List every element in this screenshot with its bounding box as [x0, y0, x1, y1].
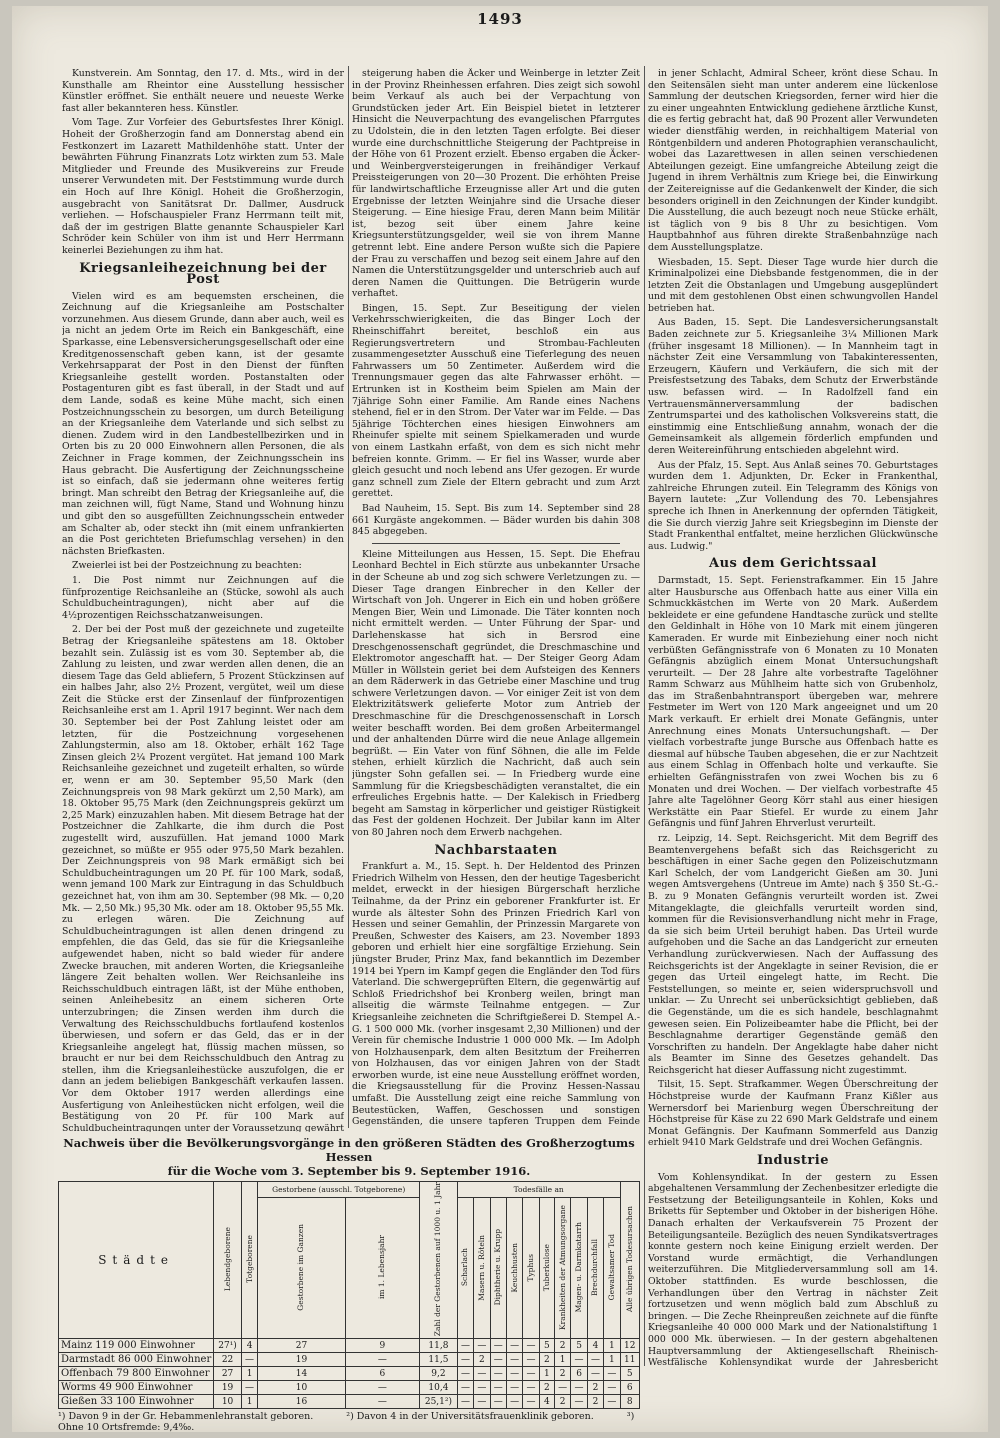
value-cell: 6 — [620, 1381, 639, 1395]
article-vom-tage: Vom Tage. Zur Vorfeier des Geburtsfestes Ihrer Königl. Hoheit der Großherzogin fand am Donnerstag abend ein Festkonzert im Lazarett Mathildenhöhe statt. Unter der bewährten Führung Finanzrats Lotz wirkten zum 53. Male Mitglieder und Freunde des Musikvereins zur Freude unserer Verwundeten mit. Der Feststimmung wurde durch ein Hoch auf Ihre Königl. Hoheit die Großherzogin, ausgebracht von Sanitätsrat Dr. Dallmer, Ausdruck verliehen. — Hofschauspieler Franz Herrmann teilt mit, daß der im gestrigen Blatte genannte Schauspieler Karl Schröder kein Schüler von ihm ist und Herr Herrmann keinerlei Beziehungen zu ihm hat. — [62, 117, 344, 256]
value-cell: — — [490, 1381, 506, 1395]
paragraph: in jener Schlacht, Admiral Scheer, krönt diese Schau. In den Seitensälen sieht man unter anderem eine lückenlose Sammlung der deutschen Kriegsorden, ferner wird hier die zu einer ungeahnten Entwicklung gediehene ärztliche Kunst, die es fertig gebracht hat, daß 90 Prozent aller Verwundeten wieder dienstfähig werden, in reichhaltigem Material von Röntgenbildern und anderen Photographien veranschaulicht, wobei das Lazarettwesen in allen seinen verschiedenen Abteilungen gezeigt. Eine umfangreiche Abteilung zeigt die Jugend in ihrem Verhältnis zum Kriege bei, die Einwirkung der Zeitereignisse auf die Gedankenwelt der Kinder, die sich besonders originell in den Zeichnungen der Kinder kundgibt. Die Ausstellung, die auch bezeugt noch neue Stücke erhält, ist täglich von 9 bis 8 Uhr zu besichtigen. Vom Hauptbahnhof aus führen direkte Straßenbahnzüge nach dem Ausstellungsplatze. — [648, 68, 938, 253]
value-cell: — — [490, 1395, 506, 1409]
value-cell: — — [490, 1367, 506, 1381]
value-cell: — — [457, 1339, 473, 1353]
value-cell: — — [345, 1395, 419, 1409]
value-cell: — — [523, 1381, 539, 1395]
value-cell: — — [474, 1381, 490, 1395]
column-header: Tuberkulose — [539, 1198, 554, 1339]
column-header: Lebendgeborene — [214, 1182, 242, 1339]
column-header: im 1. Lebensjahr — [345, 1198, 419, 1339]
paragraph: Zweierlei ist bei der Postzeichnung zu beachten: — [72, 560, 302, 572]
value-cell: 27 — [214, 1367, 242, 1381]
value-cell: — — [506, 1381, 522, 1395]
headline-gerichtssaal: Aus dem Gerichtssaal — [709, 556, 877, 572]
value-cell: — — [587, 1353, 603, 1367]
value-cell: — — [523, 1339, 539, 1353]
value-cell: 14 — [258, 1367, 345, 1381]
value-cell: 2 — [587, 1381, 603, 1395]
value-cell: 4 — [241, 1339, 257, 1353]
value-cell: 1 — [554, 1353, 570, 1367]
value-cell: — — [474, 1339, 490, 1353]
value-cell: 2 — [539, 1353, 554, 1367]
newspaper-page — [12, 6, 988, 1432]
value-cell: 19 — [214, 1381, 242, 1395]
article-kunstverein: Kunstverein. Am Sonntag, den 17. d. Mts., wird in der Kunsthalle am Rheintor eine Ausstellung hessischer Künstler eröffnet. Sie enthält neuere und neueste Werke fast aller bekannteren hess. Künstler. — [62, 68, 344, 114]
table-subtitle: für die Woche vom 3. September bis 9. September 1916. — [167, 1164, 531, 1178]
headline-industrie: Industrie — [757, 1153, 829, 1169]
value-cell: 27 — [258, 1339, 345, 1353]
value-cell: — — [571, 1381, 587, 1395]
column-rule — [644, 66, 645, 1366]
column-header: Typhus — [523, 1198, 539, 1339]
divider — [372, 543, 620, 544]
value-cell: 10 — [258, 1381, 345, 1395]
value-cell: — — [457, 1367, 473, 1381]
article-kleine-mitteilungen: Kleine Mitteilungen aus Hessen, 15. Sept. Die Ehefrau Leonhard Bechtel in Eich stürzte aus unbekannter Ursache in der Scheune ab und zog sich schwere Verletzungen zu. — Dieser Tage drangen Einbrecher in den Keller der Wirtschaft von Joh. Ungerer in Eich ein und hoben größere Mengen Bier, Wein und Limonade. Die Täter konnten noch nicht ermittelt werden. — Unter Führung der Spar- und Darlehenskasse hat sich in Bersrod eine Dreschgenossenschaft gegründet, die Dreschmaschine und Elektromotor angeschafft hat. — Der Steiger Georg Adam Müller in Wöllstein geriet bei dem Aufsteigen des Kenners an dem Räderwerk in das Getriebe einer Maschine und trug schwere Verletzungen davon. — Vor einiger Zeit ist von dem Elektrizitätswerk gelieferte Motor zum Antrieb der Dreschmaschine für die Dreschgenossenschaft in Lorsch weiter beschafft worden. Bei dem großen Arbeitermangel und der anhaltenden Dürre wird die neue Anlage allgemein begrüßt. — Ein Vater von fünf Söhnen, die alle im Felde stehen, erhielt kürzlich die Nachricht, daß auch sein jüngster Sohn gefallen sei. — In Friedberg wurde eine Sammlung für die Kriegsbeschädigten veranstaltet, die ein erfreuliches Ergebnis hatte. — Der Kalekisch in Friedberg begeht am Samstag in körperlicher und geistiger Rüstigkeit das Fest der goldenen Hochzeit. Der Jubilar kann im Alter von 80 Jahren noch dem Erwerb nachgehen. — [352, 548, 640, 838]
value-cell: 2 — [554, 1395, 570, 1409]
value-cell: 2 — [587, 1395, 603, 1409]
article-frankfurt: Frankfurt a. M., 15. Sept. h. Der Heldentod des Prinzen Friedrich Wilhelm von Hessen, den der heutige Tagesbericht meldet, erweckt in der hiesigen Bürgerschaft herzliche Teilnahme, da der Prinz ein geborener Frankfurter ist. Er wurde als ältester Sohn des Prinzen Friedrich Karl von Hessen und seiner Gemahlin, der Prinzessin Margarete von Preußen, Schwester des Kaisers, am 23. November 1893 geboren und erhielt hier eine sorgfältige Erziehung. Sein jüngster Bruder, Prinz Max, fand bekanntlich im Dezember 1914 bei Ypern im Kampf gegen die Engländer den Tod fürs Vaterland. Die schwergeprüften Eltern, die gegenwärtig auf Schloß Friedrichshof bei Kronberg weilen, bringt man allseitig die wärmste Teilnahme entgegen. — Zur Kriegsanleihe zeichneten die Schriftgießerei D. Stempel A.-G. 1 500 000 Mk. (vorher insgesamt 2,30 Millionen) und der Verein für chemische Industrie 1 000 000 Mk. — Im Adolph von Holzhausenpark, dem alten Besitztum der Freiherren von Holzhausen, das vor einigen Jahren von der Stadt erworben wurde, ist eine neue Ausstellung eröffnet worden, die Kriegsausstellung für die Provinz Hessen-Nassau umfaßt. Die Ausstellung zeigt eine reiche Sammlung von Beutestücken, Waffen, Geschossen und sonstigen Gegenständen, die unsere tapferen Truppen dem Feinde — [352, 861, 640, 1128]
value-cell: — — [523, 1395, 539, 1409]
value-cell: 8 — [620, 1395, 639, 1409]
value-cell: — — [506, 1367, 522, 1381]
value-cell: — — [587, 1367, 603, 1381]
column-1 — [62, 68, 344, 1132]
column-header: Gewaltsamer Tod — [604, 1198, 620, 1339]
value-cell: — — [457, 1395, 473, 1409]
group-header-todesfaelle: Todesfälle an — [457, 1182, 620, 1198]
table-row — [59, 1339, 640, 1353]
article-bingen: Bingen, 15. Sept. Zur Beseitigung der vielen Verkehrsschwierigkeiten, die das Binger Loch der Rheinschiffahrt bereitet, beschloß ein aus Regierungsvertretern und Strombau-Fachleuten zusammengesetzter Ausschuß eine Tieferlegung des neuen Fahrwassers um 50 Zentimeter. Außerdem wird die Trennungsmauer gegen das alte Fahrwasser erhöht. — Ertrunken ist in Kostheim beim Spielen am Main der 7jährige Sohn einer Familie. Am Rande eines Nachens stehend, fiel er in den Strom. Der Vater war im Felde. — Das 5jährige Töchterchen eines hiesigen Einwohners am Rheinufer spielte mit seinem Spielkameraden und wurde von einem Lastkahn erfaßt, von dem es sich nicht mehr befreien konnte. Grimm. — Er fiel ins Wasser, wurde aber gleich gesucht und noch lebend ans Ufer gezogen. Er wurde ganz schnell zum Ziele der Eltern gebracht und zum Arzt gerettet. — [352, 302, 640, 500]
value-cell: — — [554, 1381, 570, 1395]
article-wiesbaden: Wiesbaden, 15. Sept. Dieser Tage wurde hier durch die Kriminalpolizei eine Diebsbande festgenommen, die in der letzten Zeit die Obstanlagen und Umgebung ausgeplündert und mit dem gestohlenen Obst einen schwungvollen Handel betrieben hat. — [648, 256, 938, 314]
city-cell: Offenbach 79 800 Einwohner — [59, 1367, 214, 1381]
value-cell: — — [457, 1353, 473, 1367]
value-cell: 9,2 — [420, 1367, 458, 1381]
paragraph: steigerung haben die Äcker und Weinberge in letzter Zeit in der Provinz Rheinhessen erfahren. Dies zeigt sich sowohl beim Verkauf als auch bei der Verpachtung von Grundstücken jeder Art. Ein Beispiel bietet in letzterer Hinsicht die Neuverpachtung des evangelischen Pfarrgutes zu Udolstein, die in den letzten Tagen erfolgte. Bei dieser wurde eine durchschnittliche Steigerung der Pachtpreise in der Höhe von 61 Prozent erzielt. Ebenso ergaben die Äcker- und Weinbergversteigerungen in freihändiger Verkauf Preissteigerungen von 20—30 Prozent. Die erhöhten Preise für landwirtschaftliche Erzeugnisse aller Art und die guten Ergebnisse der letzten Weinjahre sind die Ursache dieser Steigerung. — Eine hiesige Frau, deren Mann beim Militär ist, bezog seit über einem Jahre keine Kriegsunterstützungsgelder, weil sie von ihrem Manne getrennt lebt. Eine andere Person wußte sich die Papiere der Frau zu verschaffen und bezog seit einem Jahre auf den Namen die Unterstützungsgelder und unterschrieb auch auf deren Namen die Quittungen. Die Betrügerin wurde verhaftet. — [352, 68, 640, 300]
value-cell: — — [457, 1381, 473, 1395]
value-cell: 11,5 — [420, 1353, 458, 1367]
article-baden: Aus Baden, 15. Sept. Die Landesversicherungsanstalt Baden zeichnete zur 5. Kriegsanleihe 3¼ Millionen Mark (früher insgesamt 18 Millionen). — In Mannheim tagt in nächster Zeit eine Versammlung von Tabakinteressenten, Erzeugern, Käufern und Verkäufern, die sich mit der Preisfestsetzung des Tabaks, dem Schutz der Erwerbstände usw. befassen wird. — In Radolfzell fand ein Vertrauensmännerversammlung der badischen Zentrumspartei und des katholischen Volksvereins statt, die einstimmig eine Entschließung annahm, wonach der die Gemeinsamkeit als allgemein förderlich empfunden und deren Weitereinführung entschieden abgelehnt wird. — [648, 317, 938, 456]
value-cell: 6 — [571, 1367, 587, 1381]
table-row — [59, 1353, 640, 1367]
value-cell: — — [506, 1339, 522, 1353]
value-cell: — — [241, 1381, 257, 1395]
value-cell: 5 — [539, 1339, 554, 1353]
column-header: Diphtherie u. Krupp — [490, 1198, 506, 1339]
value-cell: — — [604, 1381, 620, 1395]
city-cell: Gießen 33 100 Einwohner — [59, 1395, 214, 1409]
paragraph: 1. Die Post nimmt nur Zeichnungen auf die fünfprozentige Reichsanleihe an (Stücke, sowohl als auch Schuldbucheintragungen), nicht aber auf die 4½prozentigen Reichsschatzanweisungen. — [62, 574, 344, 621]
value-cell: 1 — [604, 1339, 620, 1353]
value-cell: — — [604, 1367, 620, 1381]
value-cell: 5 — [620, 1367, 639, 1381]
headline-nachbarstaaten: Nachbarstaaten — [434, 842, 558, 858]
column-header: Masern u. Röteln — [474, 1198, 490, 1339]
value-cell: — — [506, 1395, 522, 1409]
value-cell: 2 — [554, 1339, 570, 1353]
value-cell: 16 — [258, 1395, 345, 1409]
value-cell: 1 — [604, 1353, 620, 1367]
column-header: Zahl der Gestorbenen auf 1000 u. 1 Jahr — [420, 1182, 458, 1339]
table-footnotes — [58, 1411, 640, 1432]
page-number: 1493 — [477, 10, 523, 28]
value-cell: 27¹) — [214, 1339, 242, 1353]
value-cell: — — [474, 1395, 490, 1409]
value-cell: — — [474, 1367, 490, 1381]
value-cell: 6 — [345, 1367, 419, 1381]
value-cell: 4 — [587, 1339, 603, 1353]
column-header: Brechdurchfall — [587, 1198, 603, 1339]
column-header: Gestorbene im Ganzen — [258, 1198, 345, 1339]
value-cell: 22 — [214, 1353, 242, 1367]
article-kohlensyndikat: Vom Kohlensyndikat. In der gestern zu Essen abgehaltenen Versammlung der Zechenbesitzer erledigte die Festsetzung der Beteiligungsanteile in Kohlen, Koks und Briketts für September und Oktober in der bisherigen Höhe. Danach erhalten der Verkaufsverein 75 Prozent der Beteiligungsanteile. Bezüglich des neuen Syndikatsvertrages konnte gestern noch keine Einigung erzielt werden. Der Vorstand wurde ermächtigt, die Verhandlungen weiterzuführen. Die Mitgliederversammlung soll am 14. Oktober stattfinden. Es wurde beschlossen, die Verhandlungen über den Vertrag in nächster Zeit fortzusetzen und wenn möglich bald zum Abschluß zu bringen. — Die Zeche Rheinpreußen zeichnete auf die fünfte Kriegsanleihe 40 000 000 Mark und der Nationalstiftung 1 000 000 Mk. überwiesen. — In der gestern abgehaltenen Hauptversammlung der Aktiengesellschaft Rheinisch-Westfälische Kohlensyndikat wurde der Jahresbericht — [648, 1171, 938, 1368]
value-cell: 10 — [214, 1395, 242, 1409]
column-3 — [648, 68, 938, 1368]
population-table — [58, 1181, 640, 1409]
column-header: Scharlach — [457, 1198, 473, 1339]
value-cell: — — [345, 1381, 419, 1395]
value-cell: 25,1²) — [420, 1395, 458, 1409]
column-rule — [348, 66, 349, 1128]
article-tilsit: Tilsit, 15. Sept. Strafkammer. Wegen Überschreitung der Höchstpreise wurde der Kaufmann Franz Kißler aus Wernersdorf bei Marienburg wegen Überschreitung der Höchstpreise für Käse zu 22 690 Mark Geldstrafe und einem Monat Gefängnis. Der Kaufmann Sommerfeld aus Danzig erhielt 9410 Mark Geldstrafe und drei Wochen Gefängnis. — [648, 1079, 938, 1149]
table-title: Nachweis über die Bevölkerungsvorgänge in den größeren Städten des Großherzogtums Hessen — [63, 1136, 635, 1164]
value-cell: 19 — [258, 1353, 345, 1367]
value-cell: 5 — [571, 1339, 587, 1353]
value-cell: 1 — [241, 1367, 257, 1381]
column-header: Keuchhusten — [506, 1198, 522, 1339]
value-cell: — — [506, 1353, 522, 1367]
table-row — [59, 1381, 640, 1395]
value-cell: — — [490, 1353, 506, 1367]
header-cities: Städte — [59, 1182, 214, 1339]
footnote: ¹) Davon 9 in der Gr. Hebammenlehranstalt geboren. — [58, 1411, 314, 1423]
value-cell: 1 — [539, 1367, 554, 1381]
city-cell: Mainz 119 000 Einwohner — [59, 1339, 214, 1353]
column-header: Alle übrigen Todesursachen — [620, 1182, 639, 1339]
paragraph: 2. Der bei der Post muß der gezeichnete und zugeteilte Betrag der Kriegsanleihe spätestens am 18. Oktober bezahlt sein. Zulässig ist es vom 30. September ab, die Zahlung zu leisten, und zwar werden allen denen, die an diesem Tage das Geld abliefern, 5 Prozent Stückzinsen auf ein halbes Jahr, also 2½ Prozent, vergütet, weil um diese Zeit die Stücke erst der Zinsenlauf der fünfprozentigen Reichsanleihe erst am 1. April 1917 beginnt. Wer nach dem 30. September bei der Post Zahlung leistet oder am letzten, für die Postzeichnung vorgesehenen Zahlungstermin, also am 18. Oktober, erhält 162 Tage Zinsen gleich 2¼ Prozent vergütet. Hat jemand 100 Mark Reichsanleihe gezeichnet und zugeteilt erhalten, so würde er, wenn er am 30. September 95,50 Mark (den Zeichnungspreis von 98 Mark gekürzt um 2,50 Mark), am 18. Oktober 95,75 Mark (den Zeichnungspreis gekürzt um 2,25 Mark) einzuzahlen haben. Mit diesem Betrage hat der Postzeichner die Zahlkarte, die ihm durch die Post zugestellt wird, auszufüllen. Hat jemand 1000 Mark gezeichnet, so müßte er 955 oder 975,50 Mark bezahlen. Der Zeichnungspreis von 98 Mark ermäßigt sich bei Schuldbucheintragungen um 20 Pf. für 100 Mark, sodaß, wenn jemand 100 Mark zur Eintragung in das Schuldbuch gezeichnet hat, von ihm am 30. September (98 Mk. — 0,20 Mk. — 2,50 Mk.) 95,30 Mk. oder am 18. Oktober 95,55 Mk. zu erlegen wären. Die Zeichnung auf Schuldbucheintragungen ist allen denen dringend zu empfehlen, die das Geld, das sie für die Kriegsanleihe aufgewendet haben, nicht so bald wieder für andere Zwecke brauchen, mit anderen Worten, die Kriegsanleihe längere Zeit behalten wollen. Wer Reichsanleihe ins Reichsschuldbuch eintragen läßt, ist der Mühe enthoben, seinen Anleihebesitz an einem sicheren Orte unterzubringen; die Zinsen werden ihm durch die Verwaltung des Reichsschuldbuchs fortlaufend kostenlos überwiesen, und sofern er das Geld, das er in der Kriegsanleihe angelegt hat, flüssig machen müssen, so braucht er nur bei dem Reichsschuldbuch den Antrag zu stellen, ihm die Kriegsanleihestücke auszufolgen, die er dann an jedem beliebigen Bankgeschäft verkaufen lassen. Vor dem Oktober 1917 werden allerdings eine Ausfertigung von Anleihestücken nicht erfolgen, weil die Bestätigung von 20 Pf. für 100 Mark auf Schuldbucheintragungen unter der Voraussetzung gewährt — [62, 624, 344, 1132]
footnote: ²) Davon 4 in der Universitätsfrauenklinik geboren. — [346, 1411, 594, 1423]
value-cell: 1 — [241, 1395, 257, 1409]
value-cell: 2 — [539, 1381, 554, 1395]
value-cell: — — [523, 1353, 539, 1367]
column-header: Totgeborene — [241, 1182, 257, 1339]
value-cell: 12 — [620, 1339, 639, 1353]
article-leipzig: rz. Leipzig, 14. Sept. Reichsgericht. Mit dem Begriff des Beamtenvergehens befaßt sich das Reichsgericht zu beschäftigen in einer Sache gegen den Polizeischutzmann Karl Schelch, der vom Landgericht Gießen am 30. Juni wegen Amtsvergehens (Untreue im Amte) nach § 350 St.-G.-B. zu 9 Monaten Gefängnis verurteilt worden ist. Zwei Mitangeklagte, die gleichfalls verurteilt worden sind, kommen für die Revisionsverhandlung nicht mehr in Frage, da sie sich beim Urteil beruhigt haben. Das Urteil wurde aufgehoben und die Sache an das Landgericht zur erneuten Verhandlung zurückverwiesen. Nach der Auffassung des Reichsgerichts ist der Angeklagte in seiner Revision, die er gegen das Urteil eingelegt hatte, im Recht. Die Feststellungen, so meinte er, seien widerspruchsvoll und unklar. — Zu Unrecht sei unberücksichtigt geblieben, daß die Gegenstände, um die es sich handele, beschlagnahmt gewesen seien. Ein Polizeibeamter habe die Pflicht, bei der Beschlagnahme derartiger Gegenstände gemäß den Vorschriften zu handeln. Der Angeklagte habe daher nicht als Beamter im Sinne des Gesetzes gehandelt. Das Reichsgericht hat dieser Auffassung nicht zugestimmt. — [648, 833, 938, 1076]
headline-kriegsanleihe: Kriegsanleihezeichnung bei der Post — [79, 260, 327, 288]
city-cell: Darmstadt 86 000 Einwohner — [59, 1353, 214, 1367]
group-header-gestorbene: Gestorbene (ausschl. Totgeborene) — [258, 1182, 420, 1198]
paragraph: Vielen wird es am bequemsten erscheinen, die Zeichnung auf die Kriegsanleihe am Postschalter vorzunehmen. Aus diesem Grunde, dann aber auch, weil es ja nicht an jedem Orte im Reich ein Bankgeschäft, eine Sparkasse, eine Lebensversicherungsgesellschaft oder eine Kreditgenossenschaft geben kann, ist der gesamte Verkehrsapparat der Post in den Dienst der fünften Kriegsanleihe gestellt worden. Postanstalten oder Postagenturen gibt es fast überall, in der Stadt und auf dem Lande, sodaß es keine Mühe macht, sich einen Postzeichnungsschein zu besorgen, um durch Beteiligung an der Kriegsanleihe dem Vaterlande und sich selbst zu dienen. Zudem wird in den Landbestellbezirken und in Orten bis zu 20 000 Einwohnern allen Personen, die als Zeichner in Frage kommen, der Zeichnungsschein ins Haus gebracht. Die Ausfertigung der Zeichnungsscheine ist so einfach, daß sie jedermann ohne weiteres fertig bringt. Man schreibt den Betrag der Kriegsanleihe auf, die man zeichnen will, fügt Name, Stand und Wohnung hinzu und gibt den so ausgefüllten Zeichnungsschein entweder am Schalter ab, oder steckt ihn (mit einem unfrankierten an die Post gerichteten Briefumschlag versehen) in den nächsten Briefkasten. — [62, 290, 344, 557]
value-cell: 11 — [620, 1353, 639, 1367]
value-cell: — — [571, 1353, 587, 1367]
table-row — [59, 1395, 640, 1409]
statistics-table-section — [58, 1136, 640, 1432]
value-cell: — — [571, 1395, 587, 1409]
value-cell: 4 — [539, 1395, 554, 1409]
value-cell: — — [604, 1395, 620, 1409]
value-cell: — — [490, 1339, 506, 1353]
footnote: ³) Ohne 10 Ortsfremde: 9,4‰. — [58, 1411, 635, 1432]
article-pfalz: Aus der Pfalz, 15. Sept. Aus Anlaß seines 70. Geburtstages wurden dem 1. Adjunkten, Dr. Ecker in Frankenthal, zahlreiche Ehrungen zuteil. Ein Telegramm des Königs von Bayern lautete: „Zur Vollendung des 70. Lebensjahres spreche ich Ihnen in Anerkennung der opfernden Tätigkeit, die Sie durch vierzig Jahre seit Kriegsbeginn im Dienste der Stadt Frankenthal entfaltet, meine herzlichen Glückwünsche aus. Ludwig." — [648, 459, 938, 552]
value-cell: 9 — [345, 1339, 419, 1353]
city-cell: Worms 49 900 Einwohner — [59, 1381, 214, 1395]
article-bad-nauheim: Bad Nauheim, 15. Sept. Bis zum 14. September sind 28 661 Kurgäste angekommen. — Bäder wurden bis dahin 308 845 abgegeben. — [352, 502, 640, 538]
value-cell: 11,8 — [420, 1339, 458, 1353]
column-2 — [352, 68, 640, 1128]
value-cell: 2 — [474, 1353, 490, 1367]
value-cell: — — [345, 1353, 419, 1367]
value-cell: — — [241, 1353, 257, 1367]
column-header: Magen- u. Darmkatarrh — [571, 1198, 587, 1339]
article-darmstadt: Darmstadt, 15. Sept. Ferienstrafkammer. Ein 15 Jahre alter Hausbursche aus Offenbach hatte aus einer Villa ein Schmuckkästchen im Werte von 20 Mark. Außerdem bekleidete er eine gefundene Handtasche zurück und stellte den Geldinhalt in Höhe von 10 Mark mit einem jüngeren Kameraden. Er wurde mit Einbeziehung einer noch nicht verbüßten Gefängnisstrafe von 6 Monaten zu 10 Monaten Gefängnis abzüglich einem Monat Untersuchungshaft verurteilt. — Der 28 Jahre alte vorbestrafte Tagelöhner Ramm Schwarz aus Mühlheim hatte sich von Grubenholz, das im Straßenbahntransport übergeben war, mehrere Festmeter im Wert von 120 Mark angeeignet und um 20 Mark verkauft. Er erhielt drei Monate Gefängnis, unter Anrechnung eines Monats Untersuchungshaft. — Der vielfach vorbestrafte junge Bursche aus Offenbach hatte es diesmal auf hübsche Tauben abgesehen, die er zur Nachtzeit aus einem Schlag in Offenbach holte und verkaufte. Sie erhielten Gefängnisstrafen von zwei Wochen bis zu 6 Monaten und drei Wochen. — Der vielfach vorbestrafte 45 Jahre alte Tagelöhner Georg Körr stahl aus einer hiesigen Werkstätte ein Paar Stiefel. Er wurde zu einem Jahr Gefängnis und fünf Jahren Ehrverlust verurteilt. — [648, 574, 938, 830]
column-header: Krankheiten der Atmungsorgane — [554, 1198, 570, 1339]
value-cell: — — [523, 1367, 539, 1381]
value-cell: 10,4 — [420, 1381, 458, 1395]
table-row — [59, 1367, 640, 1381]
value-cell: 2 — [554, 1367, 570, 1381]
